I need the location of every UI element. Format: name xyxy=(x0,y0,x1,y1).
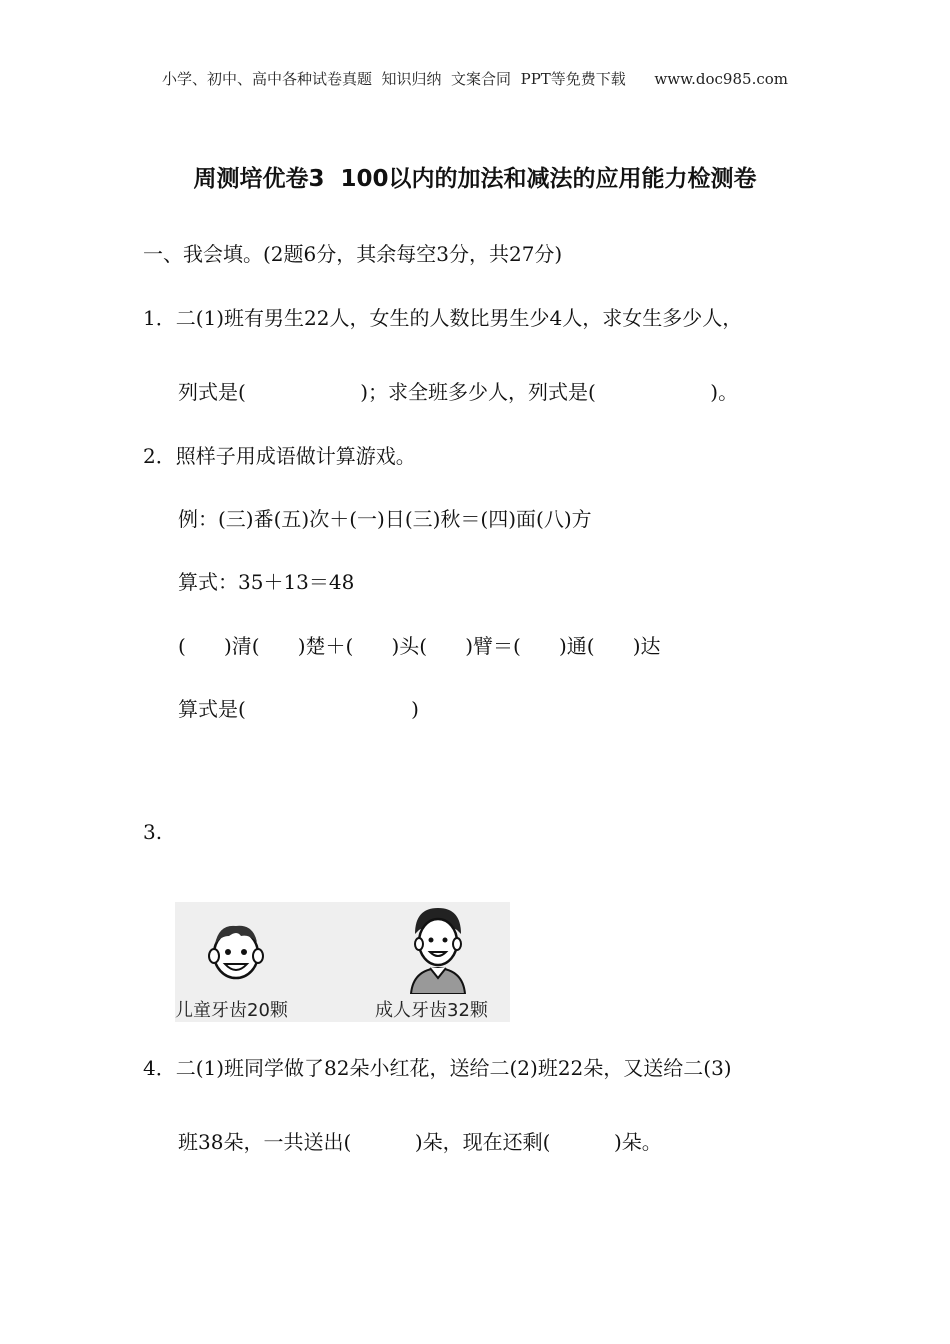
question-2-example: 例：(三)番(五)次＋(一)日(三)秋＝(四)面(八)方 xyxy=(178,507,592,531)
teeth-illustration xyxy=(175,902,510,1022)
page-header: 小学、初中、高中各种试卷真题 知识归纳 文案合同 PPT等免费下载 www.doc985.com xyxy=(161,70,788,88)
adult-man-icon xyxy=(403,904,473,994)
question-2-example-formula: 算式：35＋13＝48 xyxy=(178,570,355,594)
question-1-blanks: 列式是( )；求全班多少人，列式是( )。 xyxy=(178,380,739,404)
question-4-blanks: 班38朵，一共送出( )朵，现在还剩( )朵。 xyxy=(178,1130,662,1154)
question-1-text: 1．二(1)班有男生22人，女生的人数比男生少4人，求女生多少人， xyxy=(143,306,743,330)
adult-teeth-caption: 成人牙齿32颗 xyxy=(375,1000,488,1021)
question-2-answer-line: 算式是( ) xyxy=(178,697,419,721)
question-4-text: 4．二(1)班同学做了82朵小红花，送给二(2)班22朵，又送给二(3) xyxy=(143,1056,732,1080)
question-2-prompt: 2．照样子用成语做计算游戏。 xyxy=(143,444,416,468)
page-title: 周测培优卷3 100以内的加法和减法的应用能力检测卷 xyxy=(193,166,757,192)
child-face-icon xyxy=(205,916,267,986)
child-teeth-caption: 儿童牙齿20颗 xyxy=(175,1000,288,1021)
question-3-number: 3. xyxy=(143,820,163,844)
question-2-puzzle: ( )清( )楚＋( )头( )臂＝( )通( )达 xyxy=(178,634,661,658)
section-heading: 一、我会填。(2题6分，其余每空3分，共27分) xyxy=(143,242,563,266)
